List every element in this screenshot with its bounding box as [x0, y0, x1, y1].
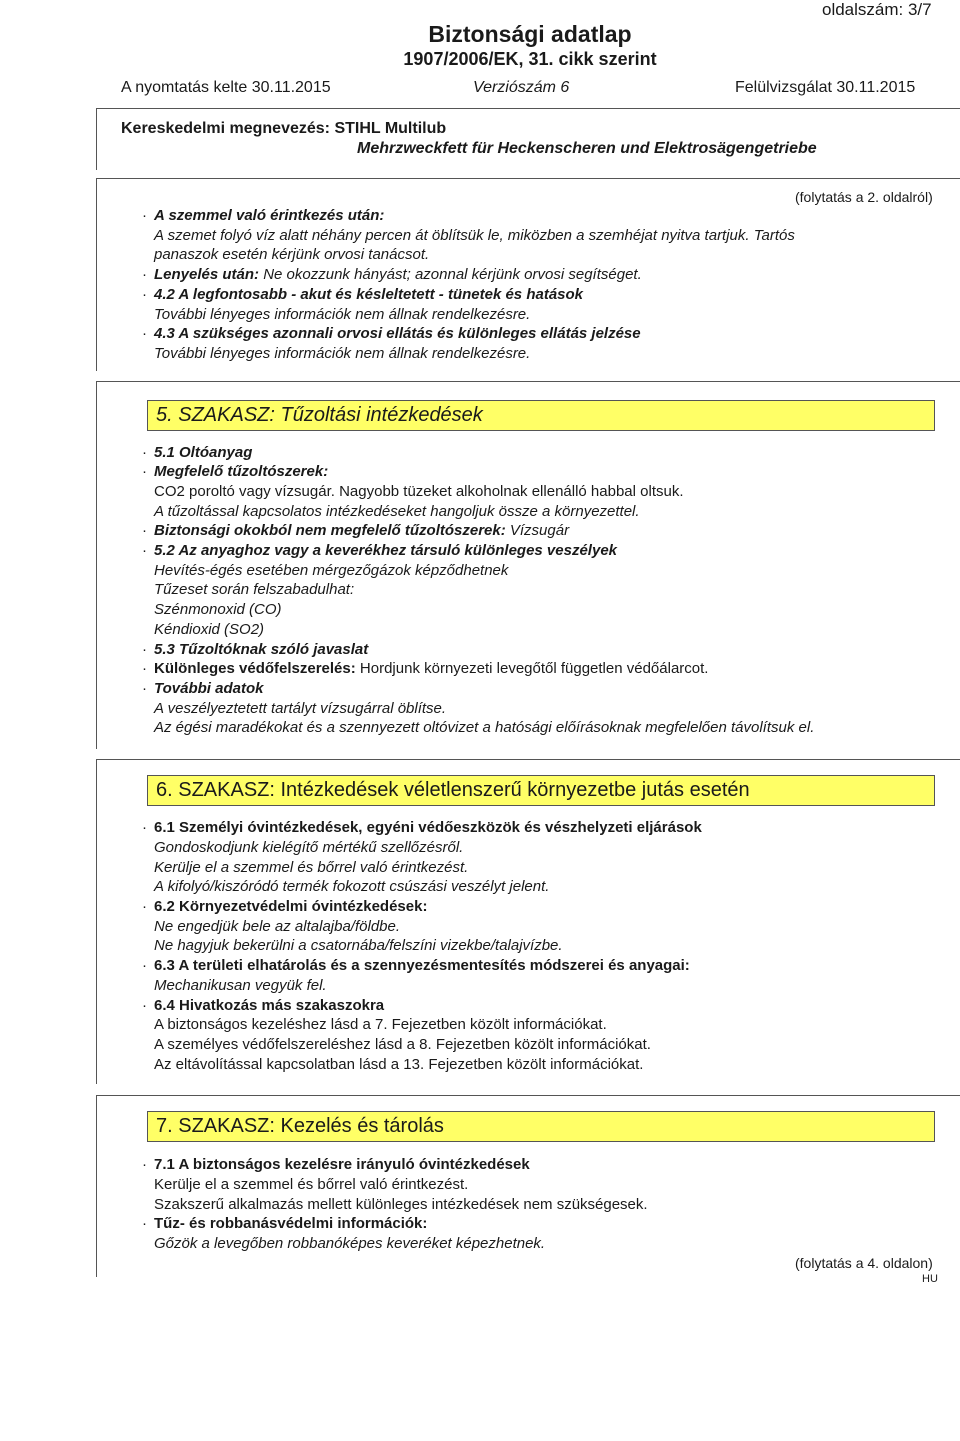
section-4-3-text: További lényeges információk nem állnak rendelkezésre.: [154, 345, 531, 362]
additional-info-text-1: A veszélyeztetett tartályt vízsugárral öblítse.: [154, 700, 447, 717]
fire-explosion-label: Tűz- és robbanásvédelmi információk:: [154, 1215, 428, 1232]
bullet: ·: [142, 641, 147, 658]
bullet: ·: [142, 522, 147, 539]
section-5-1-title: 5.1 Oltóanyag: [154, 444, 253, 461]
section6-title: 6. SZAKASZ: Intézkedések véletlenszerű környezetbe jutás esetén: [156, 779, 750, 801]
revision-date: Felülvizsgálat 30.11.2015: [735, 79, 916, 96]
section5-title: 5. SZAKASZ: Tűzoltási intézkedések: [156, 404, 483, 426]
section-5-2-text-4: Kéndioxid (SO2): [154, 621, 265, 638]
section7-title-band: [147, 1111, 935, 1142]
ppe-text: Hordjunk környezeti levegőtől független védőálarcot.: [355, 660, 709, 677]
ppe-label: Különleges védőfelszerelés:: [154, 660, 356, 677]
document-subtitle: 1907/2006/EK, 31. cikk szerint: [403, 49, 657, 69]
section-5-2-text-3: Szénmonoxid (CO): [154, 601, 282, 618]
eye-contact-label: A szemmel való érintkezés után:: [154, 207, 385, 224]
continued-to: (folytatás a 4. oldalon): [795, 1255, 933, 1271]
bullet: ·: [142, 542, 147, 559]
bullet: ·: [142, 325, 147, 342]
ppe-line: [154, 659, 708, 678]
bullet: ·: [142, 898, 147, 915]
section7-title: 7. SZAKASZ: Kezelés és tárolás: [156, 1115, 444, 1137]
section-6-2-title: 6.2 Környezetvédelmi óvintézkedések:: [154, 898, 428, 915]
unsuitable-extinguishers-value: Vízsugár: [505, 522, 570, 539]
additional-info-text-2: Az égési maradékokat és a szennyezett oltóvizet a hatósági előírásoknak megfelelően távolítsuk el.: [154, 719, 815, 736]
bullet: ·: [142, 463, 147, 480]
section-5-2-text-2: Tűzeset során felszabadulhat:: [154, 581, 355, 598]
trade-name: Kereskedelmi megnevezés: STIHL Multilub: [121, 120, 447, 137]
section-6-1-title: 6.1 Személyi óvintézkedések, egyéni védőeszközök és vészhelyzeti eljárások: [154, 819, 702, 836]
bullet: ·: [142, 997, 147, 1014]
bullet: ·: [142, 957, 147, 974]
section-6-4-title: 6.4 Hivatkozás más szakaszokra: [154, 997, 385, 1014]
eye-contact-text-2: panaszok esetén kérjünk orvosi tanácsot.: [154, 246, 430, 263]
bullet: ·: [142, 819, 147, 836]
bullet: ·: [142, 660, 147, 677]
swallow-line: [154, 265, 642, 284]
eye-contact-text-1: A szemet folyó víz alatt néhány percen át öblítsük le, miközben a szemhéjat nyitva tartjuk. Tartós: [154, 227, 795, 244]
additional-info-label: További adatok: [154, 680, 264, 697]
section-6-1-text-1: Gondoskodjunk kielégítő mértékű szellőzésről.: [154, 839, 464, 856]
page-number: oldalszám: 3/7: [822, 0, 932, 19]
section-4-3-title: 4.3 A szükséges azonnali orvosi ellátás és különleges ellátás jelzése: [154, 325, 641, 342]
bullet: ·: [142, 266, 147, 283]
suitable-extinguishers-text-1: CO2 poroltó vagy vízsugár. Nagyobb tüzeket alkoholnak ellenálló habbal oltsuk.: [154, 483, 684, 500]
section-7-1-text-2: Szakszerű alkalmazás mellett különleges intézkedések nem szükségesek.: [154, 1196, 648, 1213]
document-title: Biztonsági adatlap: [428, 21, 632, 47]
fire-explosion-text: Gőzök a levegőben robbanóképes keveréket képezhetnek.: [154, 1235, 546, 1252]
section-6-1-text-2: Kerülje el a szemmel és bőrrel való érintkezést.: [154, 859, 469, 876]
version-number: Verziószám 6: [473, 79, 570, 96]
bullet: ·: [142, 207, 147, 224]
section-6-4-text-1: A biztonságos kezeléshez lásd a 7. Fejezetben közölt információkat.: [154, 1016, 607, 1033]
section-6-4-text-2: A személyes védőfelszereléshez lásd a 8. Fejezetben közölt információkat.: [154, 1036, 651, 1053]
section5-title-band: [147, 400, 935, 431]
section-7-1-title: 7.1 A biztonságos kezelésre irányuló óvintézkedések: [154, 1156, 530, 1173]
suitable-extinguishers-text-2: A tűzoltással kapcsolatos intézkedéseket hangoljuk össze a környezettel.: [154, 503, 640, 520]
bullet: ·: [142, 1156, 147, 1173]
bullet: ·: [142, 286, 147, 303]
section-4-2-title: 4.2 A legfontosabb - akut és késleltetett - tünetek és hatások: [154, 286, 584, 303]
language-code: HU: [922, 1273, 938, 1285]
section-5-2-text-1: Hevítés-égés esetében mérgezőgázok képződhetnek: [154, 562, 509, 579]
bullet: ·: [142, 444, 147, 461]
section6-title-band: [147, 775, 935, 806]
section-6-3-text-1: Mechanikusan vegyük fel.: [154, 977, 327, 994]
trade-name-description: Mehrzweckfett für Heckenscheren und Elektrosägengetriebe: [357, 140, 817, 157]
unsuitable-line: [154, 521, 569, 540]
section-6-2-text-2: Ne hagyjuk bekerülni a csatornába/felszíni vizekbe/talajvízbe.: [154, 937, 563, 954]
section-5-3-title: 5.3 Tűzoltóknak szóló javaslat: [154, 641, 369, 658]
section-7-1-text-1: Kerülje el a szemmel és bőrrel való érintkezést.: [154, 1176, 469, 1193]
section-6-4-text-3: Az eltávolítással kapcsolatban lásd a 13. Fejezetben közölt információkat.: [154, 1056, 644, 1073]
section-4-2-text: További lényeges információk nem állnak rendelkezésre.: [154, 306, 531, 323]
continued-from: (folytatás a 2. oldalról): [795, 189, 933, 205]
bullet: ·: [142, 1215, 147, 1232]
unsuitable-extinguishers-label: Biztonsági okokból nem megfelelő tűzoltószerek:: [154, 522, 506, 539]
bullet: ·: [142, 680, 147, 697]
print-date: A nyomtatás kelte 30.11.2015: [121, 79, 331, 96]
swallow-label: Lenyelés után:: [154, 266, 260, 283]
section-6-2-text-1: Ne engedjük bele az altalajba/földbe.: [154, 918, 401, 935]
suitable-extinguishers-label: Megfelelő tűzoltószerek:: [154, 463, 329, 480]
section-6-3-title: 6.3 A területi elhatárolás és a szennyezésmentesítés módszerei és anyagai:: [154, 957, 690, 974]
section-5-2-title: 5.2 Az anyaghoz vagy a keverékhez társuló különleges veszélyek: [154, 542, 618, 559]
swallow-text: Ne okozzunk hányást; azonnal kérjünk orvosi segítséget.: [259, 266, 642, 283]
section-6-1-text-3: A kifolyó/kiszóródó termék fokozott csúszási veszélyt jelent.: [154, 878, 550, 895]
